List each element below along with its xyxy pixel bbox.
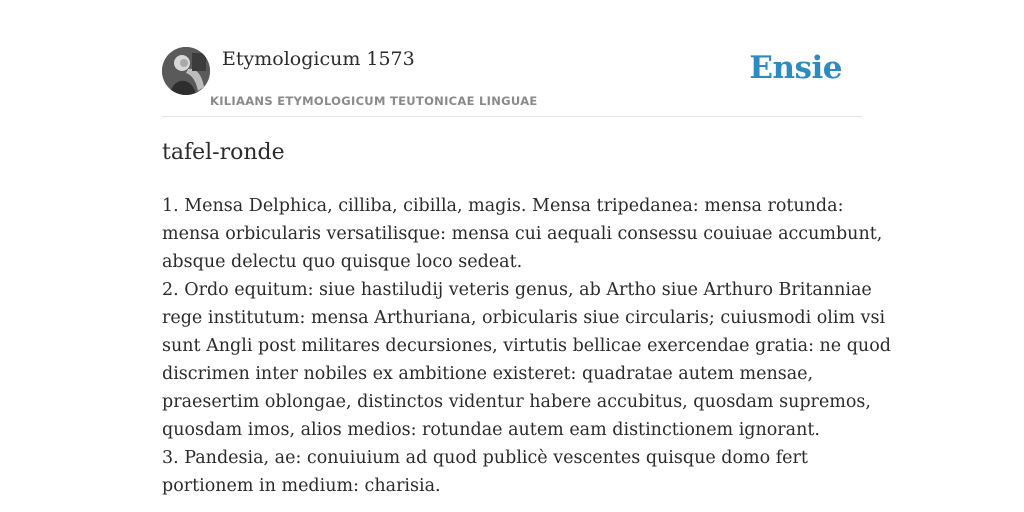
definition-line: discrimen inter nobiles ex ambitione existeret: quadratae autem mensae, (162, 364, 814, 384)
definition-line: 1. Mensa Delphica, cilliba, cibilla, magis. Mensa tripedanea: mensa rotunda: (162, 196, 844, 216)
definition-line: quosdam imos, alios medios: rotundae autem eam distinctionem ignorant. (162, 420, 820, 440)
entry-headword: tafel-ronde (162, 140, 285, 165)
definition-line: portionem in medium: charisia. (162, 476, 441, 496)
ensie-logo-link[interactable]: Ensie (749, 50, 842, 86)
definition-line: 2. Ordo equitum: siue hastiludij veteris genus, ab Artho siue Arthuro Britanniae (162, 280, 872, 300)
definition-line: mensa orbicularis versatilisque: mensa cui aequali consessu couiuae accumbunt, (162, 224, 883, 244)
definition-line: absque delectu quo quisque loco sedeat. (162, 252, 523, 272)
definition-line: sunt Angli post militares decursiones, virtutis bellicae exercendae gratia: ne quod (162, 336, 891, 356)
dictionary-title[interactable]: Etymologicum 1573 (222, 48, 415, 70)
entry-definition (162, 192, 891, 500)
page-header (162, 44, 862, 117)
portrait-avatar-icon[interactable] (162, 47, 210, 95)
definition-line: praesertim oblongae, distinctos videntur habere accubitus, quosdam supremos, (162, 392, 871, 412)
definition-line: 3. Pandesia, ae: conuiuium ad quod publicè vescentes quisque domo fert (162, 448, 808, 468)
definition-line: rege institutum: mensa Arthuriana, orbicularis siue circularis; cuiusmodi olim vsi (162, 308, 886, 328)
dictionary-subtitle: KILIAANS ETYMOLOGICUM TEUTONICAE LINGUAE (210, 94, 538, 108)
